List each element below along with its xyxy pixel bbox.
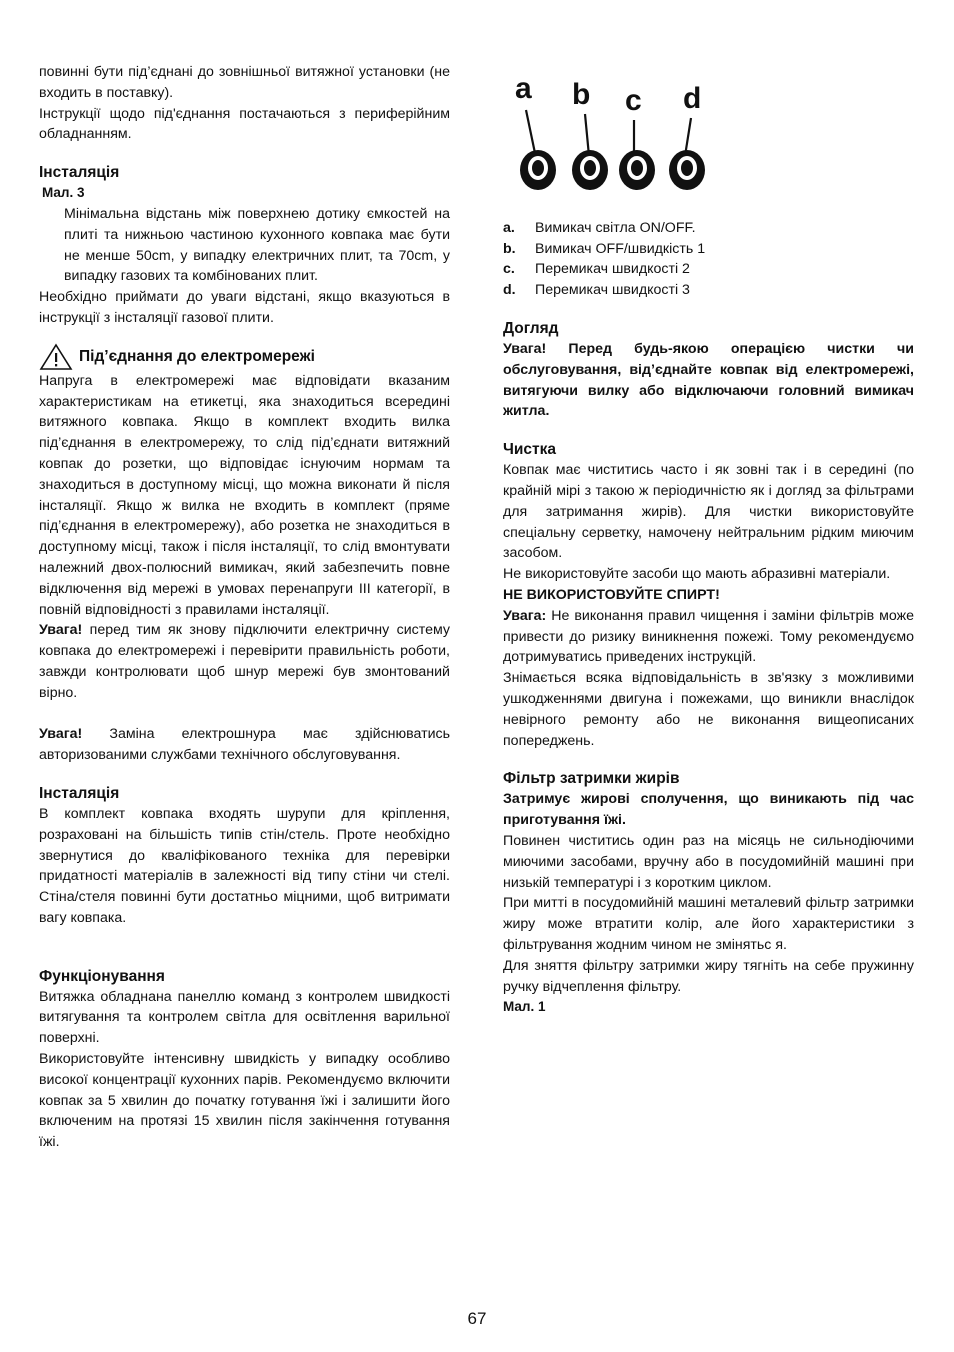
cleaning-warning	[503, 606, 914, 668]
figure-letter-a: a	[515, 74, 532, 105]
warning-label: Увага!	[39, 726, 83, 743]
warning-text: перед тим як знову підключити електричну систему ковпака до електромережі і перевірити правильність роботи, завжди контролювати щоб шнур мережі був змонтований вірно.	[39, 622, 450, 701]
figure-ref-1: Мал. 1	[503, 999, 546, 1015]
cleaning-paragraph-4: Знімається всяка відповідальність в зв'язку з можливими ушкодженнями двигуна і пожежами, що виникли внаслідок невірного ремонту або не виконання вищеописаних попереджень.	[503, 670, 914, 749]
filter-paragraph-3: При митті в посудомийній машині металевий фільтр затримки жиру може втратити колір, але його характеристики з фільтрування жодним чином не змінятьс я.	[503, 895, 914, 953]
warning-label: Увага:	[503, 607, 547, 624]
installation-paragraph-1: Мінімальна відстань між поверхнею дотику ємкостей на плиті та нижньою частиною кухонного ковпака має бути не менше 50cm, у випадку електричних плит, та 70cm, у випадку газових та комбінованих плит.	[64, 205, 450, 285]
cleaning-heading: Чистка	[503, 441, 557, 459]
filter-paragraph-1: Затримує жирові сполучення, що виникають під час приготування їжі.	[503, 791, 914, 829]
warning-label: Увага!	[39, 622, 83, 639]
intro-paragraph-2: Інструкції щодо під'єднання постачаються з периферійним обладнанням.	[39, 105, 450, 143]
knob-icons	[520, 150, 705, 190]
no-alcohol-warning: НЕ ВИКОРИСТОВУЙТЕ СПИРТ!	[503, 586, 720, 603]
figure-letter-d: d	[683, 82, 702, 115]
figure-letter-b: b	[572, 78, 591, 111]
knob-icon-a	[520, 150, 556, 190]
electric-heading: Під’єднання до електромережі	[79, 347, 315, 365]
electric-heading-row	[39, 343, 450, 371]
cleaning-paragraph-2: Не використовуйте засоби що мають абразивні матеріали.	[503, 566, 891, 583]
warning-text: Заміна електрошнура має здійснюватись авторизованими службами технічного обслуговування.	[39, 726, 450, 764]
right-column	[503, 74, 914, 1018]
filter-heading: Фільтр затримки жирів	[503, 770, 680, 788]
figure-ref-3: Мал. 3	[42, 185, 85, 201]
electric-paragraph-1: Напруга в електромережі має відповідати вказаним характеристикам на етикетці, яка знаходиться всередині витяжного ковпака. Якщо в комплект входить вилка під’єднання в електромережу, то слід під’єднати витяжний ковпак до розетки, що відповідає існуючим нормам та знаходиться в доступному місці, що можна виконати й після інсталяції. Якщо ж вилка не входить в комплект (пряме під’єднання в електромережу), або розетка не знаходиться в доступному місці, також і після інсталяції, то слід вмонтувати належний двох-полюсний вимикач, який забезпечить повне відключення від мережі в умовах перенапруги III категорії, в повній відповідності з правилами інсталяції.	[39, 372, 450, 618]
list-item: d. Перемикач швидкості 3	[503, 282, 690, 299]
electric-warning-2	[39, 724, 450, 766]
function-paragraph-1: Витяжка обладнана панеллю команд з контролем швидкості витягування та контролем світла для освітлення варильної поверхні.	[39, 988, 450, 1047]
page-number: 67	[467, 1309, 487, 1328]
warning-triangle-icon	[39, 343, 73, 371]
knob-icon-c	[619, 150, 655, 190]
installation-heading-2: Інсталяція	[39, 784, 120, 802]
installation2-paragraph-1: В комплект ковпака входять шурупи для кріплення, розраховані на більшість типів стін/стель. Проте необхідно звернутися до кваліфікованого техніка для перевірки придатності матеріалів в залежності від типу стіни чи стелі. Стіна/стеля повинні бути достатньо міцними, щоб витримати вагу ковпака.	[39, 805, 450, 926]
filter-paragraph-4: Для зняття фільтру затримки жиру тягніть на себе пружинну ручку відчеплення фільтру.	[503, 957, 914, 995]
intro-paragraph-1: повинні бути під’єднані до зовнішньої витяжної установки (не входить в поставку).	[39, 64, 450, 101]
list-item: c. Перемикач швидкості 2	[503, 261, 690, 278]
care-warning: Увага! Перед будь-якою операцією чистки чи обслуговування, від’єднайте ковпак від електромережі, витягуючи вилку або відключаючи головний вимикач житла.	[503, 340, 914, 420]
filter-paragraph-2: Повинен чиститись один раз на місяць не сильнодіючими миючими засобами, вручну або в посудомийній машині при низькій температурі і з коротким циклом.	[503, 832, 914, 891]
list-item: b. Вимикач OFF/швидкість 1	[503, 240, 706, 257]
installation-heading-1: Інсталяція	[39, 164, 120, 182]
figure-letter-c: c	[625, 84, 642, 117]
controls-list	[503, 218, 914, 301]
list-item: a. Вимикач світла ON/OFF.	[503, 219, 696, 236]
left-column	[39, 62, 450, 1153]
electric-warning-1	[39, 620, 450, 703]
cleaning-paragraph-1: Ковпак має чиститись часто і як зовні так і в середині (по крайній мірі з такою ж періодичністю як і догляд за фільтрами для затримання жирів). Для чистки використовуйте спеціальну серветку, намочену нейтральним рідким миючим засобом.	[503, 462, 914, 562]
installation-paragraph-2: Необхідно приймати до уваги відстані, якщо вказуються в інструкції з інсталяції газової плити.	[39, 289, 450, 326]
warning-text: Не виконання правил чищення і заміни фільтрів може привести до ризику виникнення пожежі. Тому рекомендуємо дотримуватись приведених інструкцій.	[503, 607, 914, 666]
control-panel-figure	[503, 74, 713, 199]
function-paragraph-2: Використовуйте інтенсивну швидкість у випадку особливо високої концентрації кухонних парів. Рекомендуємо включити ковпак за 5 хвилин до початку готування їжі і залишити його включеним на протязі 15 хвилин після закінчення готування їжі.	[39, 1051, 450, 1151]
knob-icon-b	[572, 150, 608, 190]
knob-icon-d	[669, 150, 705, 190]
function-heading: Функціонування	[39, 967, 165, 985]
care-heading: Догляд	[503, 319, 559, 337]
